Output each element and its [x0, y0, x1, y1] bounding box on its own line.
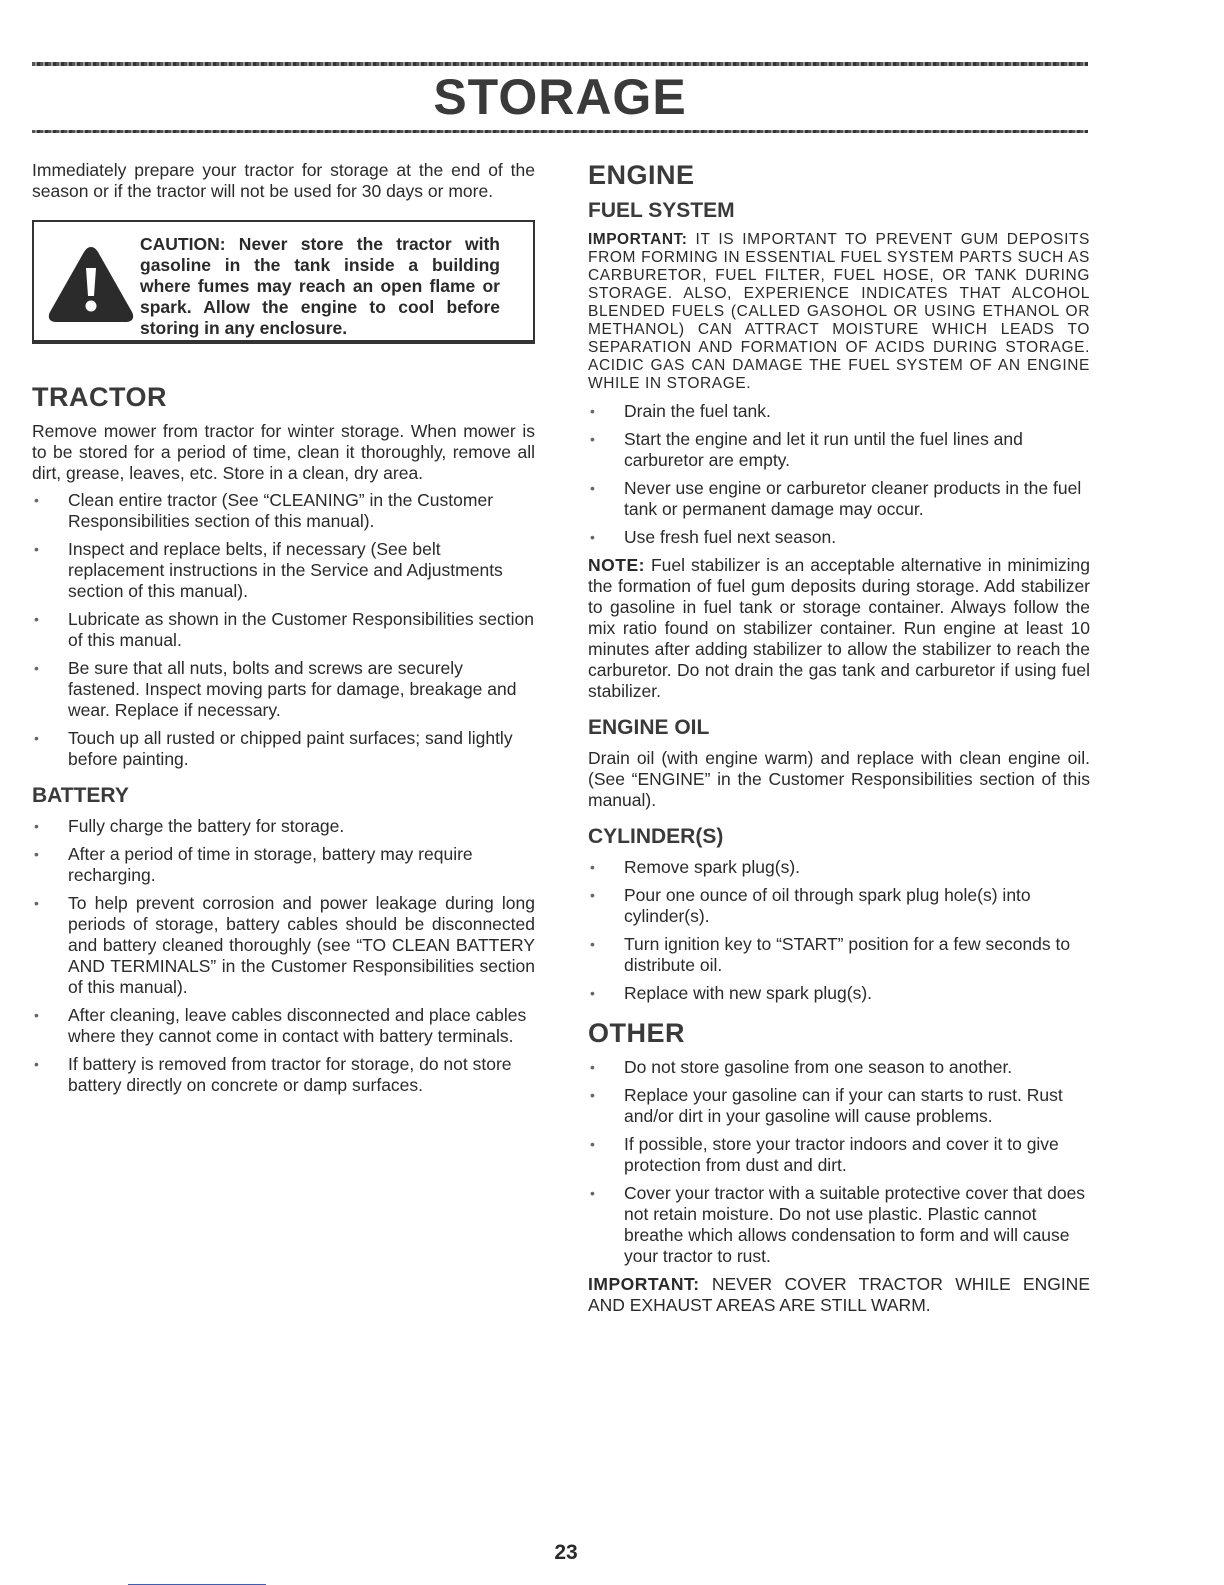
- list-item: • Fully charge the battery for storage.: [32, 816, 535, 837]
- cylinders-list: [588, 857, 1090, 1004]
- fuel-system-heading: FUEL SYSTEM: [588, 199, 735, 222]
- battery-heading: BATTERY: [32, 784, 129, 807]
- list-item: • Inspect and replace belts, if necessary (See belt replacement instructions in the Service and Adjustments section of this manual).: [32, 539, 535, 602]
- fuel-note-paragraph: [588, 555, 1090, 702]
- list-item: • After a period of time in storage, battery may require recharging.: [32, 844, 535, 886]
- left-column: [32, 160, 535, 1103]
- page-title: STORAGE: [433, 69, 687, 125]
- list-item: • Start the engine and let it run until the fuel lines and carburetor are empty.: [588, 429, 1090, 471]
- note-label: NOTE:: [588, 555, 645, 575]
- battery-list: [32, 816, 535, 1096]
- list-item: • Remove spark plug(s).: [588, 857, 1090, 878]
- title-underline-rule: [32, 130, 1088, 133]
- caution-box: [32, 220, 535, 344]
- list-item: • To help prevent corrosion and power leakage during long periods of storage, battery cables should be disconnected and battery cleaned thoroughly (see “TO CLEAN BATTERY AND TERMINALS” in the Customer Responsibilities section of this manual).: [32, 893, 535, 998]
- tractor-heading: TRACTOR: [32, 382, 167, 412]
- list-item: • Lubricate as shown in the Customer Responsibilities section of this manual.: [32, 609, 535, 651]
- page-number: 23: [554, 1541, 578, 1564]
- engine-heading: ENGINE: [588, 160, 695, 190]
- list-item: • Turn ignition key to “START” position for a few seconds to distribute oil.: [588, 934, 1090, 976]
- list-item: • Replace with new spark plug(s).: [588, 983, 1090, 1004]
- important-label: IMPORTANT:: [588, 231, 688, 248]
- important-text: IT IS IMPORTANT TO PREVENT GUM DEPOSITS FROM FORMING IN ESSENTIAL FUEL SYSTEM PARTS SUCH AS CARBURETOR, FUEL FILTER, FUEL HOSE, OR TANK DURING STORAGE. ALSO, EXPERIENCE INDICATES THAT ALCOHOL BLENDED FUELS (CALLED GASOHOL OR USING ETHANOL OR METHANOL) CAN ATTRACT MOISTURE WHICH LEADS TO SEPARATION AND FORMATION OF ACIDS DURING STORAGE. ACIDIC GAS CAN DAMAGE THE FUEL SYSTEM OF AN ENGINE WHILE IN STORAGE.: [588, 231, 1090, 392]
- list-item: • Replace your gasoline can if your can starts to rust. Rust and/or dirt in your gasoline will cause problems.: [588, 1085, 1090, 1127]
- fuel-important-paragraph: [588, 231, 1090, 393]
- fuel-system-list: [588, 401, 1090, 548]
- list-item: • Do not store gasoline from one season to another.: [588, 1057, 1090, 1078]
- note-text: Fuel stabilizer is an acceptable alternative in minimizing the formation of fuel gum deposits during storage. Add stabilizer to gasoline in fuel tank or storage container. Always follow the mix ratio found on stabilizer container. Run engine at least 10 minutes after adding stabilizer to allow the stabilizer to reach the carburetor. Do not drain the gas tank and carburetor if using fuel stabilizer.: [588, 555, 1090, 701]
- right-column: [588, 160, 1090, 1316]
- list-item: • If possible, store your tractor indoors and cover it to give protection from dust and dirt.: [588, 1134, 1090, 1176]
- other-heading: OTHER: [588, 1018, 685, 1048]
- list-item: • Touch up all rusted or chipped paint surfaces; sand lightly before painting.: [32, 728, 535, 770]
- important-label: IMPORTANT:: [588, 1274, 700, 1294]
- list-item: • Pour one ounce of oil through spark plug hole(s) into cylinder(s).: [588, 885, 1090, 927]
- list-item: • Use fresh fuel next season.: [588, 527, 1090, 548]
- caution-text: CAUTION: Never store the tractor with gasoline in the tank inside a building where fumes may reach an open flame or spark. Allow the engine to cool before storing in any enclosure.: [140, 234, 500, 338]
- list-item: • Be sure that all nuts, bolts and screws are securely fastened. Inspect moving parts for damage, breakage and wear. Replace if necessary.: [32, 658, 535, 721]
- list-item: • After cleaning, leave cables disconnected and place cables where they cannot come in contact with battery terminals.: [32, 1005, 535, 1047]
- list-item: • Never use engine or carburetor cleaner products in the fuel tank or permanent damage may occur.: [588, 478, 1090, 520]
- top-rule: [32, 62, 1088, 66]
- engine-oil-body: Drain oil (with engine warm) and replace with clean engine oil. (See “ENGINE” in the Customer Responsibilities section of this manual).: [588, 748, 1090, 810]
- engine-oil-heading: ENGINE OIL: [588, 716, 710, 739]
- list-item: • If battery is removed from tractor for storage, do not store battery directly on concrete or damp surfaces.: [32, 1054, 535, 1096]
- other-important-paragraph: [588, 1274, 1090, 1316]
- list-item: • Cover your tractor with a suitable protective cover that does not retain moisture. Do not use plastic. Plastic cannot breathe which allows condensation to form and will cause your tractor to rust.: [588, 1183, 1090, 1267]
- cylinders-heading: CYLINDER(S): [588, 825, 724, 848]
- tractor-list: [32, 490, 535, 770]
- intro-paragraph: Immediately prepare your tractor for storage at the end of the season or if the tractor will not be used for 30 days or more.: [32, 160, 535, 201]
- important-text: NEVER COVER TRACTOR WHILE ENGINE AND EXHAUST AREAS ARE STILL WARM.: [588, 1274, 1090, 1315]
- list-item: • Clean entire tractor (See “CLEANING” in the Customer Responsibilities section of this manual).: [32, 490, 535, 532]
- warning-triangle-icon: [46, 244, 136, 324]
- tractor-body: Remove mower from tractor for winter storage. When mower is to be stored for a period of time, clean it thoroughly, remove all dirt, grease, leaves, etc. Store in a clean, dry area.: [32, 421, 535, 483]
- list-item: • Drain the fuel tank.: [588, 401, 1090, 422]
- other-list: [588, 1057, 1090, 1267]
